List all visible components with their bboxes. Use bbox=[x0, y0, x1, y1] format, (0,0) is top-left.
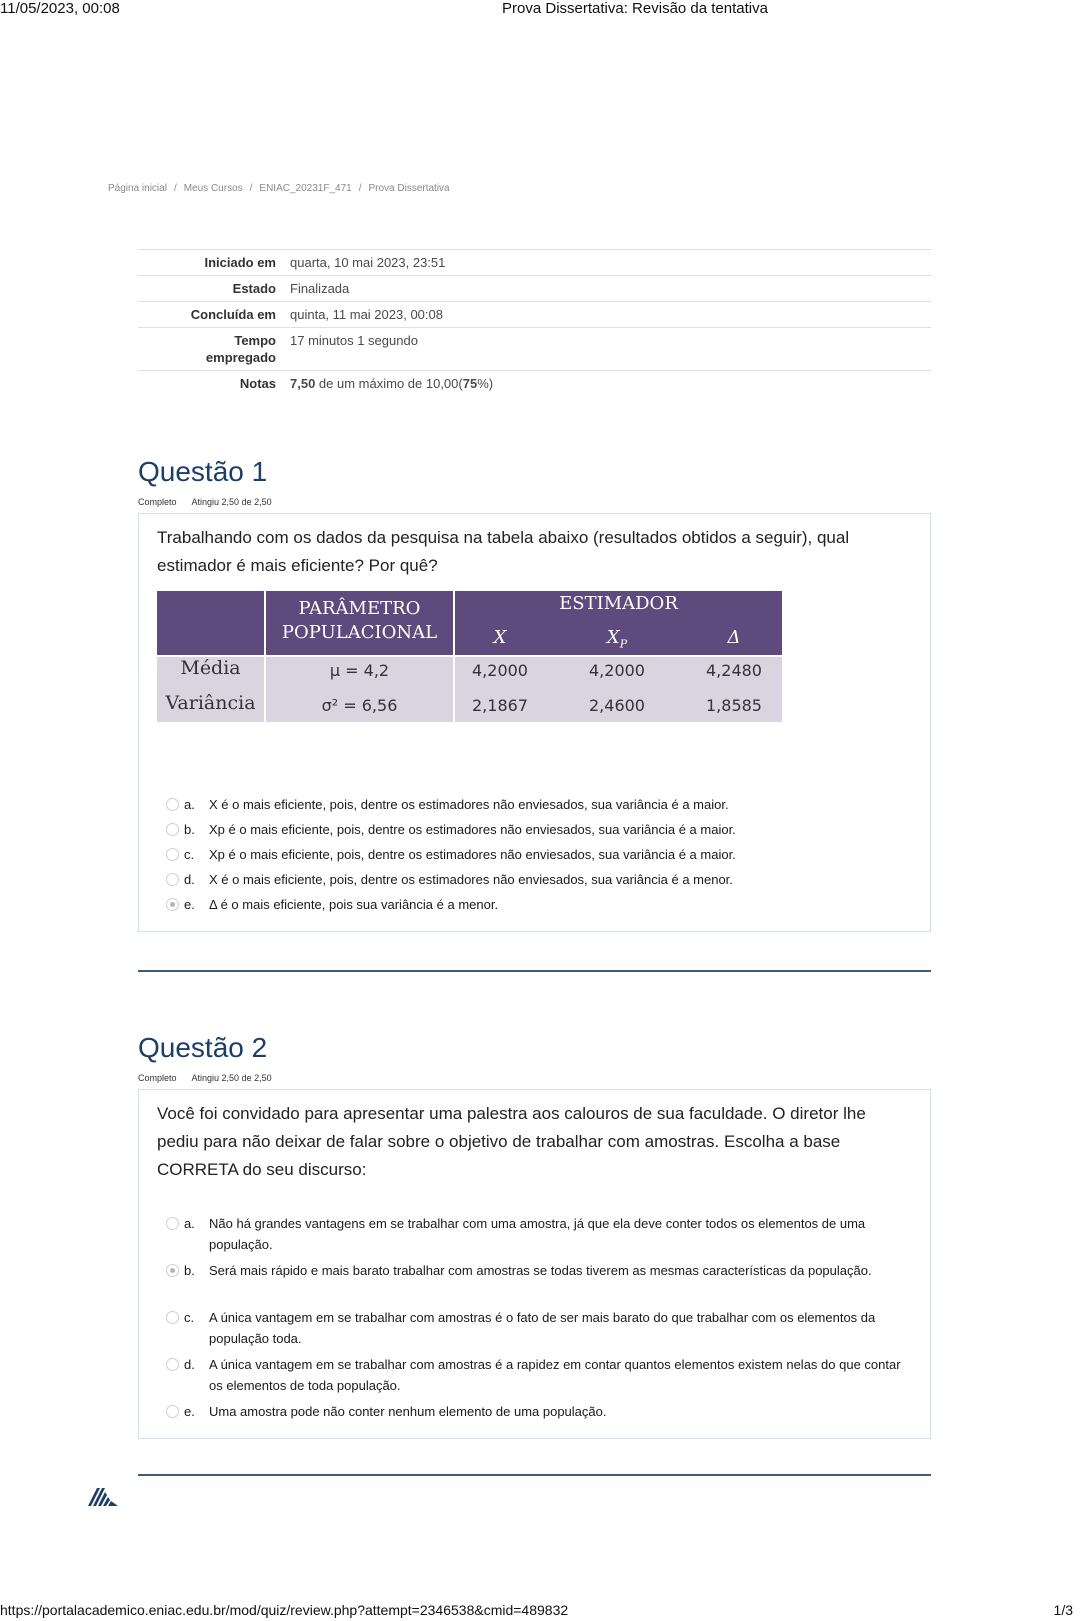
header-col-xp-main: X bbox=[606, 627, 620, 648]
cell-param-variancia: σ² = 6,56 bbox=[321, 696, 398, 715]
header-col-xp-sub: P bbox=[619, 637, 628, 651]
cell-value: 4,2000 bbox=[472, 661, 528, 680]
cell-param-media: μ = 4,2 bbox=[329, 661, 390, 680]
summary-label: Concluída em bbox=[190, 307, 276, 322]
summary-row-completed bbox=[138, 302, 931, 328]
question-grade: Atingiu 2,50 de 2,50 bbox=[191, 497, 272, 507]
header-parameter bbox=[266, 597, 453, 645]
cell-value: 2,4600 bbox=[589, 696, 645, 715]
question-meta bbox=[138, 1073, 272, 1083]
summary-value: quarta, 10 mai 2023, 23:51 bbox=[290, 255, 446, 270]
question-title: Questão 1 bbox=[138, 456, 268, 487]
answer-option-b[interactable] bbox=[166, 1260, 911, 1307]
answer-option-d[interactable] bbox=[166, 1354, 911, 1401]
option-text: X é o mais eficiente, pois, dentre os estimadores não enviesados, sua variância é a menor. bbox=[209, 872, 733, 887]
question-meta bbox=[138, 497, 272, 507]
question-text: Trabalhando com os dados da pesquisa na tabela abaixo (resultados obtidos a seguir), qual estimador é mais eficiente? Por quê? bbox=[157, 528, 850, 575]
breadcrumb-home[interactable]: Página inicial bbox=[108, 183, 167, 194]
summary-label-line: Tempo bbox=[234, 333, 276, 348]
summary-label: Notas bbox=[239, 376, 276, 391]
summary-label-line: empregado bbox=[205, 350, 276, 365]
row-label-media: Média bbox=[180, 657, 241, 679]
breadcrumb-quiz[interactable]: Prova Dissertativa bbox=[368, 183, 450, 194]
radio-button[interactable] bbox=[166, 1217, 179, 1230]
radio-button-selected[interactable] bbox=[166, 898, 179, 911]
option-letter: e. bbox=[184, 1404, 195, 1419]
cell-value: 4,2480 bbox=[706, 661, 762, 680]
option-text: Será mais rápido e mais barato trabalhar com amostras se todas tiverem as mesmas características da população. bbox=[209, 1263, 872, 1278]
option-text: Xp é o mais eficiente, pois, dentre os estimadores não enviesados, sua variância é a maior. bbox=[209, 847, 736, 862]
summary-value: Finalizada bbox=[290, 281, 350, 296]
option-letter: b. bbox=[184, 822, 195, 837]
grade-text: de um máximo de 10,00( bbox=[315, 376, 463, 391]
print-title: Prova Dissertativa: Revisão da tentativa bbox=[502, 0, 768, 17]
answer-options bbox=[166, 794, 906, 919]
summary-row-started bbox=[138, 250, 931, 276]
summary-value: 17 minutos 1 segundo bbox=[290, 333, 418, 348]
cell-value: 1,8585 bbox=[706, 696, 762, 715]
grade-text-end: %) bbox=[477, 376, 494, 391]
grade-score: 7,50 bbox=[290, 376, 316, 391]
breadcrumb-course[interactable]: ENIAC_20231F_471 bbox=[259, 183, 352, 194]
radio-button[interactable] bbox=[166, 1311, 179, 1324]
summary-value: quinta, 11 mai 2023, 00:08 bbox=[290, 307, 443, 322]
option-letter: b. bbox=[184, 1263, 195, 1278]
option-letter: a. bbox=[184, 797, 195, 812]
option-text: X é o mais eficiente, pois, dentre os estimadores não enviesados, sua variância é a maior. bbox=[209, 797, 729, 812]
option-text: Xp é o mais eficiente, pois, dentre os estimadores não enviesados, sua variância é a maior. bbox=[209, 822, 736, 837]
header-parameter-line: POPULACIONAL bbox=[281, 622, 438, 643]
grade-percent: 75 bbox=[462, 376, 478, 391]
option-text: Não há grandes vantagens em se trabalhar com uma amostra, já que ela deve conter todos os elementos de uma população. bbox=[209, 1216, 866, 1252]
radio-button[interactable] bbox=[166, 798, 179, 811]
print-page-number: 1/3 bbox=[1053, 1602, 1073, 1618]
answer-options bbox=[166, 1213, 911, 1426]
attempt-summary-table bbox=[138, 249, 931, 396]
header-parameter-line: PARÂMETRO bbox=[298, 598, 421, 619]
answer-option-c[interactable] bbox=[166, 1307, 911, 1354]
option-letter: d. bbox=[184, 1357, 195, 1372]
answer-option-e[interactable] bbox=[166, 894, 906, 919]
option-letter: c. bbox=[184, 1310, 195, 1325]
answer-option-d[interactable] bbox=[166, 869, 906, 894]
summary-label: Estado bbox=[232, 281, 276, 296]
question-divider bbox=[138, 970, 931, 972]
answer-option-a[interactable] bbox=[166, 1213, 911, 1260]
option-text: A única vantagem em se trabalhar com amostras é o fato de ser mais barato do que trabalhar com os elementos da população toda. bbox=[209, 1310, 876, 1346]
radio-button[interactable] bbox=[166, 1405, 179, 1418]
estimator-table-image bbox=[157, 591, 782, 722]
summary-label: Iniciado em bbox=[204, 255, 276, 270]
option-letter: c. bbox=[184, 847, 195, 862]
print-datetime: 11/05/2023, 00:08 bbox=[0, 0, 120, 17]
answer-option-c[interactable] bbox=[166, 844, 906, 869]
question-grade: Atingiu 2,50 de 2,50 bbox=[191, 1073, 272, 1083]
header-col-xp bbox=[572, 627, 662, 651]
summary-value bbox=[290, 375, 493, 392]
radio-button[interactable] bbox=[166, 848, 179, 861]
row-label-variancia: Variância bbox=[165, 692, 256, 714]
question-status: Completo bbox=[138, 1073, 177, 1083]
header-estimator: ESTIMADOR bbox=[559, 593, 678, 614]
question-divider bbox=[138, 1474, 931, 1476]
cell-value: 4,2000 bbox=[589, 661, 645, 680]
breadcrumb-my-courses[interactable]: Meus Cursos bbox=[183, 183, 243, 194]
radio-button[interactable] bbox=[166, 873, 179, 886]
question-title: Questão 2 bbox=[138, 1032, 268, 1063]
radio-button[interactable] bbox=[166, 823, 179, 836]
option-letter: d. bbox=[184, 872, 195, 887]
summary-row-state bbox=[138, 276, 931, 302]
summary-row-time bbox=[138, 328, 931, 371]
option-text: A única vantagem em se trabalhar com amostras é a rapidez em contar quantos elementos existem nelas do que contar os elementos de toda população. bbox=[209, 1357, 901, 1393]
option-letter: e. bbox=[184, 897, 195, 912]
header-col-delta: Δ bbox=[727, 627, 741, 648]
radio-button[interactable] bbox=[166, 1358, 179, 1371]
answer-option-e[interactable] bbox=[166, 1401, 911, 1426]
summary-row-grade bbox=[138, 371, 931, 396]
cell-value: 2,1867 bbox=[472, 696, 528, 715]
eniac-logo-icon[interactable] bbox=[88, 1488, 118, 1511]
print-url: https://portalacademico.eniac.edu.br/mod/quiz/review.php?attempt=2346538&cmid=489832 bbox=[0, 1602, 569, 1618]
header-col-x: X bbox=[493, 627, 507, 648]
answer-option-a[interactable] bbox=[166, 794, 906, 819]
answer-option-b[interactable] bbox=[166, 819, 906, 844]
summary-label bbox=[138, 332, 290, 366]
question-status: Completo bbox=[138, 497, 177, 507]
option-text: Δ é o mais eficiente, pois sua variância é a menor. bbox=[209, 897, 499, 912]
option-text: Uma amostra pode não conter nenhum elemento de uma população. bbox=[209, 1404, 607, 1419]
option-letter: a. bbox=[184, 1216, 195, 1231]
breadcrumb: Página inicial / Meus Cursos / ENIAC_20231F_471 / Prova Dissertativa bbox=[108, 183, 450, 194]
question-text: Você foi convidado para apresentar uma palestra aos calouros de sua faculdade. O diretor lhe pediu para não deixar de falar sobre o objetivo de trabalhar com amostras. Escolha a base CORRETA do seu discurso: bbox=[157, 1104, 866, 1179]
radio-button-selected[interactable] bbox=[166, 1264, 179, 1277]
